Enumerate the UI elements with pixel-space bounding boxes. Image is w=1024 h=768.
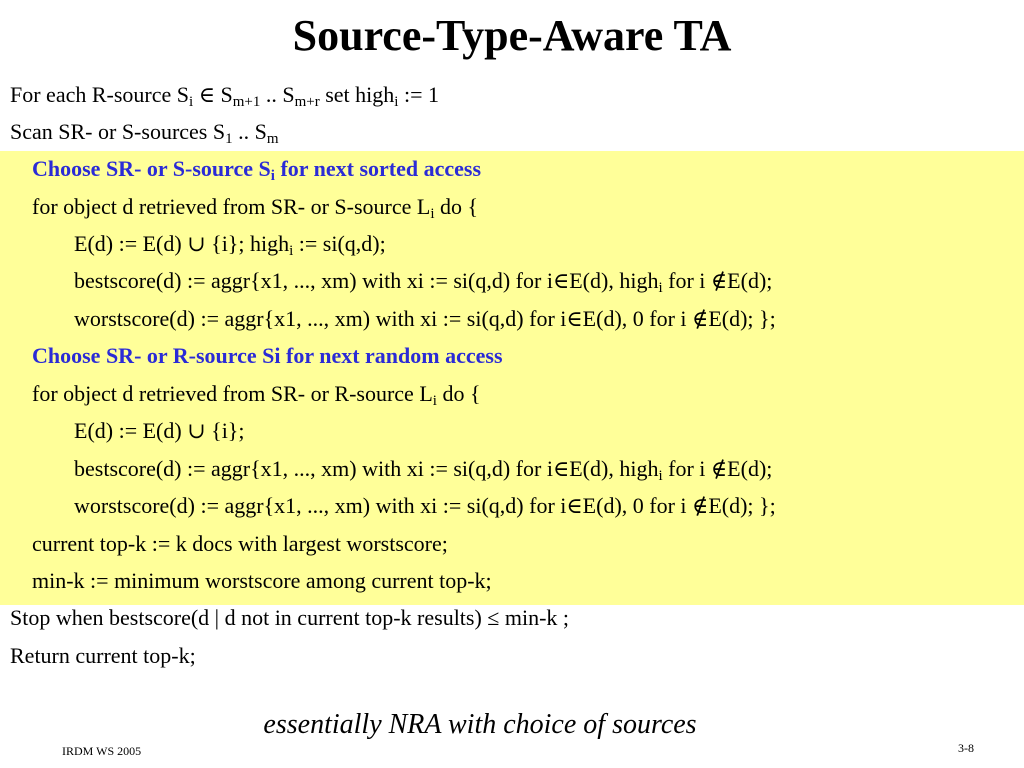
algorithm-line (74, 456, 772, 482)
algorithm-line (10, 643, 196, 669)
text: ∈ S (193, 82, 233, 107)
text: E(d) := E(d) ∪ {i}; (74, 418, 245, 443)
text: E(d) := E(d) ∪ {i}; high (74, 231, 290, 256)
subscript: i (270, 168, 275, 184)
subscript: m+r (294, 94, 320, 110)
footer-course: IRDM WS 2005 (62, 744, 142, 758)
algorithm-line (74, 268, 772, 294)
slide-title: Source-Type-Aware TA (292, 11, 732, 60)
text: for object d retrieved from SR- or R-source L (32, 381, 433, 406)
text: Scan SR- or S-sources S (10, 119, 226, 144)
text: worstscore(d) := aggr{x1, ..., xm) with xi := si(q,d) for i∈E(d), 0 for i ∉E(d); }; (74, 306, 776, 331)
text: set high (319, 82, 395, 107)
subscript: 1 (225, 131, 233, 147)
text: do { (436, 381, 481, 406)
subscript: i (432, 393, 437, 409)
subscript: i (658, 280, 663, 296)
text: for i ∉E(d); (662, 268, 773, 293)
text: min-k := minimum worstscore among current top-k; (32, 568, 492, 593)
text: current top-k := k docs with largest worstscore; (32, 531, 448, 556)
text: bestscore(d) := aggr{x1, ..., xm) with xi := si(q,d) for i∈E(d), high (74, 456, 659, 481)
sorted-access-heading (32, 156, 481, 182)
algorithm-line (32, 531, 448, 557)
algorithm-line (74, 493, 776, 519)
text: Return current top-k; (10, 643, 196, 668)
random-access-heading (32, 343, 503, 369)
algorithm-line (32, 568, 492, 594)
text: Stop when bestscore(d | d not in current top-k results) ≤ min-k ; (10, 605, 570, 630)
text: Choose SR- or R-source Si for next random access (32, 343, 503, 368)
algorithm-line (32, 381, 481, 407)
subscript: i (289, 243, 294, 259)
text: for object d retrieved from SR- or S-source L (32, 194, 431, 219)
text: for i ∉E(d); (662, 456, 773, 481)
text: .. S (260, 82, 295, 107)
algorithm-line (74, 231, 386, 257)
text: Choose SR- or S-source S (32, 156, 271, 181)
algorithm-line (10, 82, 439, 108)
subscript: m+1 (232, 94, 261, 110)
page-number: 3-8 (958, 741, 974, 755)
text: .. S (232, 119, 267, 144)
algorithm-line (74, 306, 776, 332)
text: bestscore(d) := aggr{x1, ..., xm) with xi := si(q,d) for i∈E(d), high (74, 268, 659, 293)
slide-caption: essentially NRA with choice of sources (263, 709, 697, 740)
subscript: i (658, 468, 663, 484)
subscript: i (189, 94, 194, 110)
algorithm-line (10, 605, 569, 631)
algorithm-line (32, 194, 478, 220)
text: For each R-source S (10, 82, 190, 107)
algorithm-line (10, 119, 279, 145)
text: := 1 (398, 82, 439, 107)
text: for next sorted access (274, 156, 482, 181)
text: do { (434, 194, 479, 219)
subscript: m (266, 131, 279, 147)
subscript: i (394, 94, 399, 110)
text: worstscore(d) := aggr{x1, ..., xm) with xi := si(q,d) for i∈E(d), 0 for i ∉E(d); }; (74, 493, 776, 518)
text: := si(q,d); (293, 231, 386, 256)
subscript: i (430, 206, 435, 222)
algorithm-line (74, 418, 244, 444)
